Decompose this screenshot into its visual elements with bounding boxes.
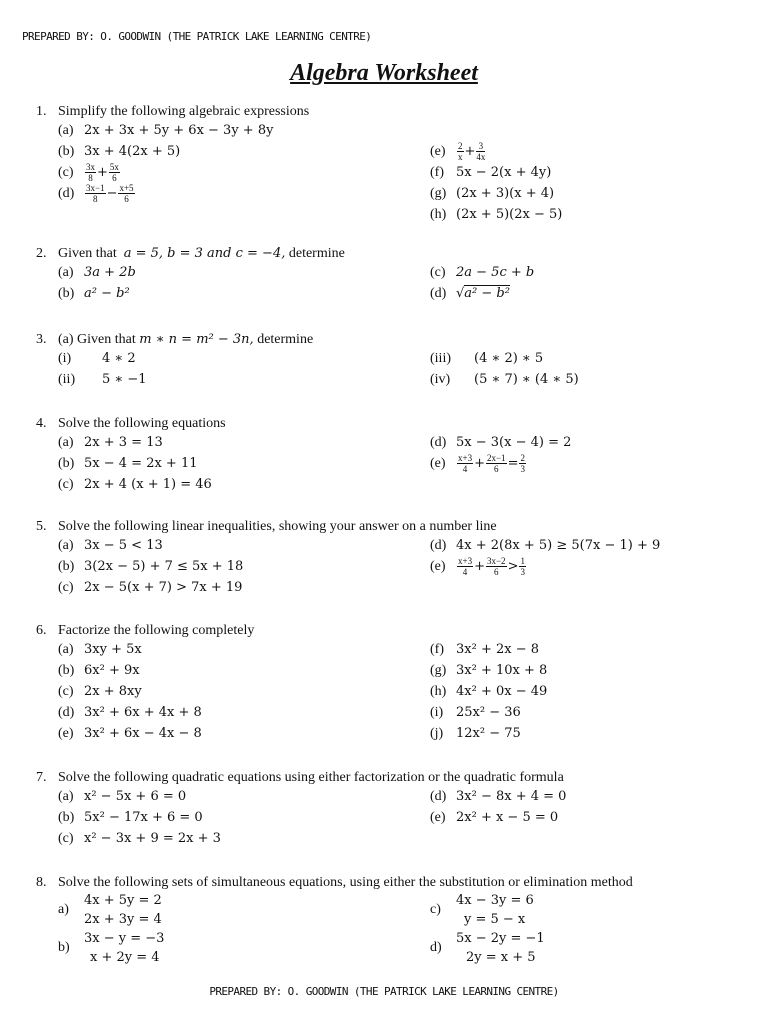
item-d: (d) $\frac{3x-1}{8}$ − $\frac{x+5}{6}$ xyxy=(58,183,134,205)
question-text: Solve the following sets of simultaneous equations, using either the substitution or elimination method xyxy=(58,875,633,890)
question-text: Solve the following quadratic equations using either factorization or the quadratic formula xyxy=(58,770,564,785)
page-title: Algebra Worksheet xyxy=(290,60,478,86)
question-text: Simplify the following algebraic expressions xyxy=(58,104,310,119)
item-e: (e) $\frac{x+3}{4}$ + $\frac{2x-1}{6}$ = $\frac{2}{3}$ xyxy=(430,453,525,475)
item-h: (h) 4x² + 0x − 49 xyxy=(430,684,548,699)
question-5 xyxy=(36,519,746,598)
question-text: Factorize the following completely xyxy=(58,623,255,638)
item-h: (h) (2x + 5)(2x − 5) xyxy=(430,207,563,222)
item-e: (e) $\frac{x+3}{4}$ + $\frac{3x-2}{6}$ > $\frac{1}{3}$ xyxy=(430,556,525,578)
question-number: 1. xyxy=(36,104,47,119)
item-b: (b) a² − b² xyxy=(58,286,130,301)
question-number: 5. xyxy=(36,519,47,534)
question-text: Given that a = 5, b = 3 and c = −4, determine xyxy=(58,246,345,261)
item-c: (c) 2x − 5(x + 7) > 7x + 19 xyxy=(58,580,243,595)
item-g: (g) (2x + 3)(x + 4) xyxy=(430,186,555,201)
question-3 xyxy=(36,332,746,390)
item-f: (f) 3x² + 2x − 8 xyxy=(430,642,540,657)
question-text: Solve the following linear inequalities, showing your answer on a number line xyxy=(58,519,497,534)
item-e: (e) $\frac{2}{x}$ + $\frac{3}{4x}$ xyxy=(430,141,486,163)
item-b: (b) 3(2x − 5) + 7 ≤ 5x + 18 xyxy=(58,559,244,574)
item-a: (a) 3x − 5 < 13 xyxy=(58,538,163,553)
question-6 xyxy=(36,623,746,744)
page-footer: PREPARED BY: O. GOODWIN (THE PATRICK LAKE LEARNING CENTRE) xyxy=(209,985,559,998)
item-c: (c) 2a − 5c + b xyxy=(430,265,535,280)
item-d: (d) 5x − 3(x − 4) = 2 xyxy=(430,435,572,450)
item-a: (a) 2x + 3 = 13 xyxy=(58,435,163,450)
question-number: 4. xyxy=(36,416,47,431)
item-c: c) 4x − 3y = 6 y = 5 − x xyxy=(430,893,534,927)
item-iii: (iii) (4 ∗ 2) ∗ 5 xyxy=(430,351,544,366)
item-a: (a) 2x + 3x + 5y + 6x − 3y + 8y xyxy=(58,123,274,138)
item-c: (c) $\frac{3x}{8}$ + $\frac{5x}{6}$ xyxy=(58,162,119,184)
question-number: 8. xyxy=(36,875,47,890)
question-1 xyxy=(36,104,746,225)
item-i: (i) 25x² − 36 xyxy=(430,705,521,720)
item-b: b) 3x − y = −3 x + 2y = 4 xyxy=(58,931,165,965)
item-f: (f) 5x − 2(x + 4y) xyxy=(430,165,552,180)
item-a: (a) 3a + 2b xyxy=(58,265,136,280)
item-c: (c) 2x + 4 (x + 1) = 46 xyxy=(58,477,212,492)
item-d: (d) 3x² − 8x + 4 = 0 xyxy=(430,789,567,804)
item-a: (a) 3xy + 5x xyxy=(58,642,142,657)
item-b: (b) 3x + 4(2x + 5) xyxy=(58,144,181,159)
item-ii: (ii) 5 ∗ −1 xyxy=(58,372,147,387)
item-e: (e) 3x² + 6x − 4x − 8 xyxy=(58,726,202,741)
question-number: 6. xyxy=(36,623,47,638)
question-number: 7. xyxy=(36,770,47,785)
item-b: (b) 5x − 4 = 2x + 11 xyxy=(58,456,198,471)
item-b: (b) 6x² + 9x xyxy=(58,663,140,678)
question-7 xyxy=(36,770,746,849)
question-4 xyxy=(36,416,746,495)
item-a: (a) x² − 5x + 6 = 0 xyxy=(58,789,187,804)
question-8 xyxy=(36,875,746,967)
item-d: (d) 4x + 2(8x + 5) ≥ 5(7x − 1) + 9 xyxy=(430,538,661,553)
item-j: (j) 12x² − 75 xyxy=(430,726,521,741)
item-d: (d) 3x² + 6x + 4x + 8 xyxy=(58,705,202,720)
page-header: PREPARED BY: O. GOODWIN (THE PATRICK LAKE LEARNING CENTRE) xyxy=(22,30,372,43)
question-2 xyxy=(36,246,746,304)
item-b: (b) 5x² − 17x + 6 = 0 xyxy=(58,810,203,825)
item-a: a) 4x + 5y = 2 2x + 3y = 4 xyxy=(58,893,162,927)
item-iv: (iv) (5 ∗ 7) ∗ (4 ∗ 5) xyxy=(430,372,579,387)
item-i: (i) 4 ∗ 2 xyxy=(58,351,136,366)
question-text: (a) Given that m ∗ n = m² − 3n, determine xyxy=(58,332,314,347)
question-text: Solve the following equations xyxy=(58,416,226,431)
item-c: (c) x² − 3x + 9 = 2x + 3 xyxy=(58,831,221,846)
item-d: d) 5x − 2y = −1 2y = x + 5 xyxy=(430,931,545,965)
item-d: (d) √a² − b² xyxy=(430,286,510,301)
item-g: (g) 3x² + 10x + 8 xyxy=(430,663,548,678)
item-e: (e) 2x² + x − 5 = 0 xyxy=(430,810,559,825)
question-number: 2. xyxy=(36,246,47,261)
item-c: (c) 2x + 8xy xyxy=(58,684,142,699)
question-number: 3. xyxy=(36,332,47,347)
